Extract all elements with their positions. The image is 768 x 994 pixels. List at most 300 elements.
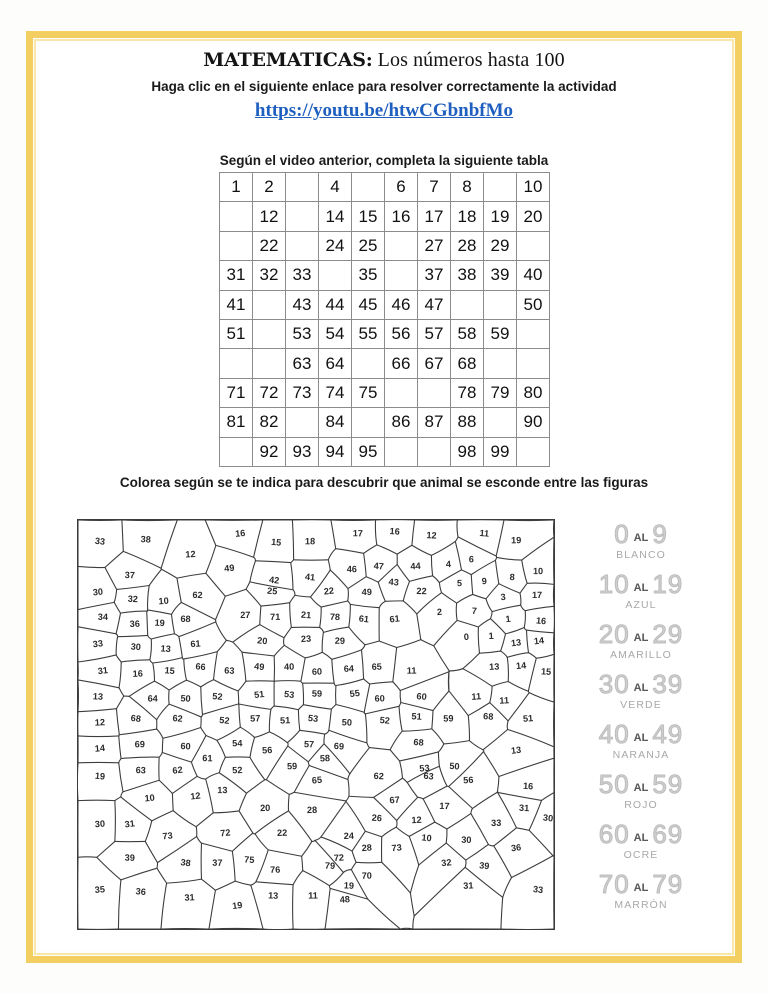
puzzle-region-edge	[78, 709, 116, 712]
chart-cell[interactable]: 58	[451, 319, 484, 348]
puzzle-region-number[interactable]: 78	[329, 611, 341, 623]
chart-cell-empty[interactable]	[451, 290, 484, 319]
puzzle-region-number[interactable]: 10	[532, 566, 544, 577]
chart-cell-empty[interactable]	[418, 437, 451, 466]
puzzle-region-edge	[251, 882, 256, 885]
puzzle-region-number[interactable]: 8	[509, 572, 515, 583]
chart-cell-empty[interactable]	[286, 173, 319, 202]
puzzle-region-number[interactable]: 10	[158, 595, 170, 607]
chart-cell[interactable]: 39	[484, 261, 517, 290]
legend-row	[566, 519, 716, 569]
puzzle-region-number[interactable]: 13	[217, 785, 228, 796]
puzzle-region-edge	[321, 801, 346, 837]
puzzle-region-edge	[119, 759, 121, 763]
puzzle-region-number[interactable]: 22	[416, 585, 427, 597]
chart-cell-empty[interactable]	[517, 349, 550, 378]
puzzle-region-number[interactable]: 24	[343, 830, 355, 841]
puzzle-region-number[interactable]: 64	[343, 663, 355, 674]
puzzle-region-number[interactable]: 68	[482, 711, 494, 722]
puzzle-region-number[interactable]: 32	[127, 593, 139, 605]
puzzle-region-number[interactable]: 60	[374, 693, 385, 704]
puzzle-region-number[interactable]: 63	[224, 665, 235, 676]
puzzle-region-number[interactable]: 14	[533, 635, 545, 647]
puzzle-region-edge	[329, 709, 331, 730]
puzzle-region-number[interactable]: 36	[129, 618, 140, 630]
puzzle-region-number[interactable]: 61	[202, 753, 213, 764]
chart-cell[interactable]: 82	[253, 408, 286, 437]
puzzle-region-number[interactable]: 19	[510, 535, 522, 546]
puzzle-region-number[interactable]: 51	[522, 713, 534, 724]
puzzle-region-number[interactable]: 19	[94, 770, 106, 782]
chart-cell[interactable]: 64	[319, 349, 352, 378]
puzzle-region-number[interactable]: 68	[180, 613, 191, 625]
chart-cell[interactable]: 93	[286, 437, 319, 466]
chart-cell[interactable]: 40	[517, 261, 550, 290]
puzzle-region-number[interactable]: 53	[307, 712, 319, 725]
legend-color-name: OCRE	[623, 849, 659, 861]
chart-cell-empty[interactable]	[220, 231, 253, 260]
puzzle-region-number[interactable]: 22	[276, 827, 288, 839]
chart-cell-empty[interactable]	[286, 408, 319, 437]
puzzle-region-number[interactable]: 10	[421, 832, 433, 844]
chart-cell[interactable]: 16	[385, 202, 418, 231]
puzzle-region-number[interactable]: 37	[124, 570, 136, 581]
puzzle-region-number[interactable]: 14	[515, 660, 527, 672]
chart-cell[interactable]: 41	[220, 290, 253, 319]
puzzle-region-number[interactable]: 12	[189, 790, 202, 802]
puzzle-region-number[interactable]: 16	[522, 780, 534, 792]
puzzle-region-number[interactable]: 11	[479, 527, 490, 539]
puzzle-region-number[interactable]: 16	[234, 527, 246, 539]
puzzle-region-edge	[239, 704, 271, 709]
chart-cell[interactable]: 90	[517, 408, 550, 437]
chart-cell[interactable]: 81	[220, 408, 253, 437]
puzzle-region-number[interactable]: 52	[379, 715, 391, 726]
puzzle-region-number[interactable]: 31	[184, 892, 195, 903]
puzzle-region-number[interactable]: 15	[270, 536, 282, 548]
puzzle-region-number[interactable]: 63	[135, 765, 146, 776]
puzzle-region-number[interactable]: 30	[130, 641, 142, 653]
puzzle-region-number[interactable]: 33	[491, 817, 502, 828]
puzzle-region-number[interactable]: 59	[311, 688, 323, 699]
puzzle-region-number[interactable]: 37	[212, 857, 223, 868]
puzzle-region-edge	[240, 727, 254, 737]
chart-cell[interactable]: 98	[451, 437, 484, 466]
puzzle-region-number[interactable]: 50	[449, 760, 460, 772]
chart-cell[interactable]: 99	[484, 437, 517, 466]
chart-cell[interactable]: 15	[352, 202, 385, 231]
puzzle-region-edge	[114, 589, 116, 602]
puzzle-region-number[interactable]: 50	[341, 717, 353, 728]
chart-cell[interactable]: 68	[451, 349, 484, 378]
puzzle-region-number[interactable]: 43	[388, 576, 400, 588]
puzzle-region-number[interactable]: 67	[389, 794, 401, 806]
chart-cell[interactable]: 67	[418, 349, 451, 378]
chart-cell[interactable]: 53	[286, 319, 319, 348]
puzzle-region-number[interactable]: 32	[440, 857, 452, 869]
puzzle-region-number[interactable]: 42	[268, 574, 280, 586]
chart-cell[interactable]: 94	[319, 437, 352, 466]
chart-cell-empty[interactable]	[253, 349, 286, 378]
puzzle-region-edge	[488, 844, 493, 845]
puzzle-region-number[interactable]: 13	[510, 637, 522, 649]
puzzle-region-number[interactable]: 28	[361, 842, 373, 854]
puzzle-region-number[interactable]: 63	[423, 770, 435, 782]
puzzle-region-number[interactable]: 50	[180, 693, 191, 704]
chart-cell[interactable]: 78	[451, 378, 484, 407]
chart-cell[interactable]: 2	[253, 173, 286, 202]
chart-cell[interactable]: 31	[220, 261, 253, 290]
puzzle-region-number[interactable]: 68	[130, 712, 142, 725]
puzzle-region-number[interactable]: 20	[259, 802, 271, 814]
puzzle-region-number[interactable]: 59	[443, 713, 454, 724]
puzzle-region-number[interactable]: 61	[389, 613, 401, 625]
chart-cell[interactable]: 10	[517, 173, 550, 202]
puzzle-region-edge	[413, 916, 414, 929]
puzzle-region-number[interactable]: 40	[283, 661, 295, 672]
chart-cell[interactable]: 43	[286, 290, 319, 319]
puzzle-region-number[interactable]: 13	[160, 643, 172, 655]
chart-cell-empty[interactable]	[253, 290, 286, 319]
chart-cell-empty[interactable]	[385, 437, 418, 466]
puzzle-region-edge	[423, 799, 435, 822]
legend-range	[566, 569, 716, 603]
puzzle-region-number[interactable]: 79	[324, 860, 336, 871]
puzzle-region-number[interactable]: 15	[164, 665, 176, 677]
puzzle-region-number[interactable]: 72	[333, 852, 345, 864]
chart-cell-empty[interactable]	[319, 261, 352, 290]
puzzle-region-number[interactable]: 12	[411, 814, 422, 826]
puzzle-region-number[interactable]: 73	[162, 830, 174, 842]
puzzle-region-number[interactable]: 35	[94, 884, 106, 896]
puzzle-region-number[interactable]: 16	[389, 526, 401, 537]
chart-cell[interactable]: 72	[253, 378, 286, 407]
puzzle-region-number[interactable]: 62	[171, 764, 184, 776]
puzzle-region-number[interactable]: 52	[218, 714, 231, 726]
puzzle-region-number[interactable]: 41	[304, 571, 316, 583]
puzzle-region-number[interactable]: 1	[505, 613, 512, 625]
chart-cell-empty[interactable]	[385, 261, 418, 290]
puzzle-region-number[interactable]: 52	[231, 764, 243, 776]
puzzle-region-edge	[524, 611, 525, 628]
chart-cell-empty[interactable]	[220, 437, 253, 466]
chart-cell[interactable]: 88	[451, 408, 484, 437]
chart-cell[interactable]: 54	[319, 319, 352, 348]
chart-cell-empty[interactable]	[385, 231, 418, 260]
puzzle-region-number[interactable]: 31	[97, 665, 109, 677]
chart-cell[interactable]: 24	[319, 231, 352, 260]
puzzle-region-number[interactable]: 19	[343, 880, 355, 891]
chart-row	[220, 290, 550, 319]
chart-cell[interactable]: 33	[286, 261, 319, 290]
puzzle-region-number[interactable]: 62	[192, 589, 203, 601]
chart-cell[interactable]: 71	[220, 378, 253, 407]
puzzle-region-number[interactable]: 13	[92, 691, 104, 702]
chart-cell[interactable]: 27	[418, 231, 451, 260]
puzzle-region-number[interactable]: 1	[488, 630, 494, 641]
puzzle-region-number[interactable]: 27	[240, 609, 251, 620]
chart-cell[interactable]: 74	[319, 378, 352, 407]
puzzle-region-number[interactable]: 13	[267, 890, 279, 901]
chart-cell[interactable]: 14	[319, 202, 352, 231]
chart-cell-empty[interactable]	[352, 173, 385, 202]
puzzle-region-number[interactable]: 49	[223, 562, 235, 574]
color-by-number-puzzle[interactable]	[77, 519, 555, 930]
chart-cell[interactable]: 95	[352, 437, 385, 466]
chart-cell[interactable]: 20	[517, 202, 550, 231]
puzzle-region-number[interactable]: 76	[269, 864, 281, 875]
puzzle-region-number[interactable]: 28	[306, 804, 318, 816]
chart-cell[interactable]: 63	[286, 349, 319, 378]
puzzle-region-number[interactable]: 59	[286, 761, 298, 772]
chart-cell[interactable]: 7	[418, 173, 451, 202]
chart-cell[interactable]: 56	[385, 319, 418, 348]
puzzle-region-number[interactable]: 55	[349, 688, 361, 700]
puzzle-region-edge	[350, 748, 370, 774]
chart-cell-empty[interactable]	[286, 231, 319, 260]
puzzle-region-edge	[114, 602, 120, 613]
chart-cell[interactable]: 6	[385, 173, 418, 202]
puzzle-region-number[interactable]: 9	[481, 575, 488, 587]
puzzle-region-number[interactable]: 22	[323, 585, 335, 597]
puzzle-region-number[interactable]: 30	[461, 834, 472, 845]
chart-cell[interactable]: 4	[319, 173, 352, 202]
puzzle-region-number[interactable]: 12	[185, 549, 196, 560]
chart-cell[interactable]: 86	[385, 408, 418, 437]
puzzle-region-number[interactable]: 49	[253, 661, 265, 673]
puzzle-region-number[interactable]: 13	[510, 744, 522, 756]
chart-cell-empty[interactable]	[484, 408, 517, 437]
puzzle-region-number[interactable]: 69	[134, 739, 145, 750]
puzzle-region-number[interactable]: 64	[147, 693, 158, 704]
puzzle-region-number[interactable]: 65	[371, 661, 382, 672]
chart-cell[interactable]: 92	[253, 437, 286, 466]
puzzle-region-number[interactable]: 39	[124, 852, 135, 863]
puzzle-region-number[interactable]: 44	[410, 560, 421, 572]
puzzle-region-number[interactable]: 61	[190, 638, 201, 650]
puzzle-region-number[interactable]: 11	[406, 665, 417, 676]
puzzle-region-number[interactable]: 30	[94, 818, 106, 830]
puzzle-region-edge	[238, 691, 239, 704]
puzzle-region-edge	[407, 782, 417, 797]
puzzle-region-edge	[498, 792, 542, 800]
puzzle-region-number[interactable]: 31	[518, 802, 530, 814]
chart-cell[interactable]: 18	[451, 202, 484, 231]
puzzle-region-number[interactable]: 3	[500, 591, 507, 603]
puzzle-region-number[interactable]: 21	[300, 609, 312, 621]
puzzle-region-number[interactable]: 29	[334, 635, 346, 646]
puzzle-region-edge	[421, 640, 434, 646]
chart-cell[interactable]: 51	[220, 319, 253, 348]
puzzle-region-number[interactable]: 51	[411, 711, 422, 722]
puzzle-region-number[interactable]: 61	[358, 613, 370, 625]
puzzle-region-number[interactable]: 30	[92, 586, 104, 598]
puzzle-region-number[interactable]: 18	[304, 536, 316, 547]
video-link[interactable]: https://youtu.be/htwCGbnbfMo	[254, 100, 514, 121]
puzzle-region-number[interactable]: 47	[373, 560, 385, 572]
puzzle-region-number[interactable]: 2	[436, 606, 443, 618]
chart-cell[interactable]: 75	[352, 378, 385, 407]
puzzle-region-number[interactable]: 6	[468, 554, 475, 565]
puzzle-region-number[interactable]: 15	[540, 666, 552, 677]
puzzle-region-number[interactable]: 70	[361, 870, 372, 881]
puzzle-region-number[interactable]: 17	[531, 590, 543, 601]
puzzle-region-number[interactable]: 72	[219, 827, 231, 839]
puzzle-region-number[interactable]: 11	[471, 691, 482, 702]
chart-cell[interactable]: 79	[484, 378, 517, 407]
chart-cell[interactable]: 59	[484, 319, 517, 348]
puzzle-region-number[interactable]: 53	[419, 762, 430, 774]
puzzle-region-number[interactable]: 0	[463, 631, 470, 643]
puzzle-region-number[interactable]: 48	[339, 894, 351, 905]
puzzle-region-number[interactable]: 33	[532, 884, 544, 896]
puzzle-region-number[interactable]: 13	[488, 661, 500, 672]
chart-cell[interactable]: 47	[418, 290, 451, 319]
puzzle-region-number[interactable]: 12	[94, 717, 106, 728]
chart-cell[interactable]: 84	[319, 408, 352, 437]
chart-cell[interactable]: 25	[352, 231, 385, 260]
puzzle-region-number[interactable]: 12	[426, 530, 437, 541]
puzzle-region-number[interactable]: 73	[391, 842, 403, 854]
puzzle-region-number[interactable]: 34	[97, 611, 109, 622]
puzzle-region-edge	[480, 651, 501, 653]
chart-cell[interactable]: 57	[418, 319, 451, 348]
puzzle-region-number[interactable]: 33	[92, 638, 104, 650]
puzzle-region-number[interactable]: 66	[195, 661, 207, 673]
puzzle-region-number[interactable]: 19	[154, 617, 165, 629]
chart-cell[interactable]: 45	[352, 290, 385, 319]
chart-cell[interactable]: 22	[253, 231, 286, 260]
puzzle-region-number[interactable]: 5	[456, 578, 463, 589]
puzzle-region-number[interactable]: 69	[333, 740, 345, 752]
puzzle-region-number[interactable]: 58	[319, 753, 331, 764]
chart-cell-empty[interactable]	[286, 202, 319, 231]
puzzle-region-number[interactable]: 36	[510, 842, 522, 854]
chart-cell[interactable]: 73	[286, 378, 319, 407]
puzzle-region-number[interactable]: 51	[279, 715, 291, 726]
chart-cell[interactable]: 37	[418, 261, 451, 290]
puzzle-region-number[interactable]: 57	[303, 739, 315, 750]
chart-cell-empty[interactable]	[253, 319, 286, 348]
puzzle-region-number[interactable]: 11	[308, 890, 318, 901]
puzzle-region-number[interactable]: 16	[132, 668, 143, 679]
chart-cell[interactable]: 29	[484, 231, 517, 260]
puzzle-region-number[interactable]: 38	[140, 534, 152, 545]
chart-cell[interactable]: 55	[352, 319, 385, 348]
puzzle-region-number[interactable]: 65	[311, 774, 323, 786]
chart-cell[interactable]: 80	[517, 378, 550, 407]
chart-cell-empty[interactable]	[517, 231, 550, 260]
puzzle-region-number[interactable]: 53	[283, 688, 295, 701]
chart-cell[interactable]: 50	[517, 290, 550, 319]
puzzle-region-number[interactable]: 54	[232, 738, 243, 749]
puzzle-region-number[interactable]: 20	[256, 635, 268, 647]
chart-cell[interactable]: 66	[385, 349, 418, 378]
chart-cell-empty[interactable]	[352, 408, 385, 437]
puzzle-region-edge	[239, 811, 253, 833]
puzzle-region-number[interactable]: 7	[471, 605, 478, 617]
puzzle-region-number[interactable]: 60	[180, 741, 191, 752]
puzzle-region-edge	[157, 863, 158, 869]
chart-cell-empty[interactable]	[517, 319, 550, 348]
puzzle-region-number[interactable]: 60	[416, 691, 428, 702]
puzzle-region-number[interactable]: 31	[124, 818, 136, 830]
chart-cell-empty[interactable]	[484, 173, 517, 202]
chart-cell-empty[interactable]	[220, 202, 253, 231]
puzzle-region-number[interactable]: 26	[371, 812, 383, 824]
puzzle-region-number[interactable]: 17	[439, 800, 450, 812]
puzzle-region-number[interactable]: 31	[463, 880, 474, 891]
puzzle-region-number[interactable]: 14	[94, 742, 106, 754]
puzzle-region-number[interactable]: 10	[144, 792, 156, 804]
puzzle-region-number[interactable]: 68	[413, 736, 425, 748]
chart-cell[interactable]: 28	[451, 231, 484, 260]
puzzle-region-edge	[269, 709, 271, 731]
puzzle-region-number[interactable]: 49	[361, 587, 372, 598]
puzzle-region-number[interactable]: 46	[346, 564, 358, 575]
chart-cell[interactable]: 1	[220, 173, 253, 202]
puzzle-region-number[interactable]: 11	[499, 695, 510, 706]
puzzle-region-number[interactable]: 36	[135, 886, 147, 898]
puzzle-region-number[interactable]: 38	[179, 857, 192, 869]
chart-cell[interactable]: 8	[451, 173, 484, 202]
puzzle-region-number[interactable]: 33	[94, 535, 106, 547]
puzzle-region-number[interactable]: 56	[462, 774, 474, 786]
chart-cell-empty[interactable]	[352, 349, 385, 378]
puzzle-region-number[interactable]: 52	[212, 691, 223, 702]
puzzle-region-number[interactable]: 71	[270, 611, 281, 622]
puzzle-region-edge	[336, 679, 364, 686]
puzzle-region-number[interactable]: 4	[445, 559, 452, 570]
chart-cell-empty[interactable]	[517, 437, 550, 466]
puzzle-region-edge	[206, 735, 217, 740]
puzzle-region-number[interactable]: 62	[373, 770, 385, 782]
chart-cell[interactable]: 87	[418, 408, 451, 437]
legend-range-from: 50	[598, 769, 630, 799]
puzzle-region-number[interactable]: 17	[352, 528, 363, 539]
chart-cell-empty[interactable]	[484, 290, 517, 319]
puzzle-region-number[interactable]: 16	[535, 615, 547, 627]
puzzle-region-number[interactable]: 60	[311, 666, 323, 677]
chart-cell[interactable]: 19	[484, 202, 517, 231]
chart-cell-empty[interactable]	[385, 378, 418, 407]
puzzle-region-number[interactable]: 39	[478, 860, 490, 872]
puzzle-region-edge	[375, 520, 376, 545]
puzzle-region-edge	[123, 551, 161, 568]
chart-cell[interactable]: 38	[451, 261, 484, 290]
chart-cell[interactable]: 35	[352, 261, 385, 290]
puzzle-region-number[interactable]: 62	[172, 713, 184, 724]
puzzle-region-number[interactable]: 23	[300, 633, 312, 645]
puzzle-region-number[interactable]: 56	[261, 745, 273, 756]
chart-cell[interactable]: 46	[385, 290, 418, 319]
chart-cell-empty[interactable]	[220, 349, 253, 378]
chart-cell[interactable]: 12	[253, 202, 286, 231]
puzzle-region-number[interactable]: 25	[266, 585, 278, 597]
puzzle-region-edge	[322, 652, 332, 659]
header-subtitle: Haga clic en el siguiente enlace para resolver correctamente la actividad	[151, 79, 617, 94]
chart-cell[interactable]: 32	[253, 261, 286, 290]
chart-cell[interactable]: 17	[418, 202, 451, 231]
puzzle-region-number[interactable]: 19	[231, 899, 243, 912]
puzzle-region-number[interactable]: 30	[542, 812, 554, 824]
puzzle-region-number[interactable]: 51	[253, 689, 265, 701]
puzzle-region-number[interactable]: 57	[249, 713, 261, 724]
chart-cell-empty[interactable]	[418, 378, 451, 407]
chart-cell-empty[interactable]	[484, 349, 517, 378]
puzzle-region-number[interactable]: 75	[243, 854, 255, 866]
chart-cell[interactable]: 44	[319, 290, 352, 319]
